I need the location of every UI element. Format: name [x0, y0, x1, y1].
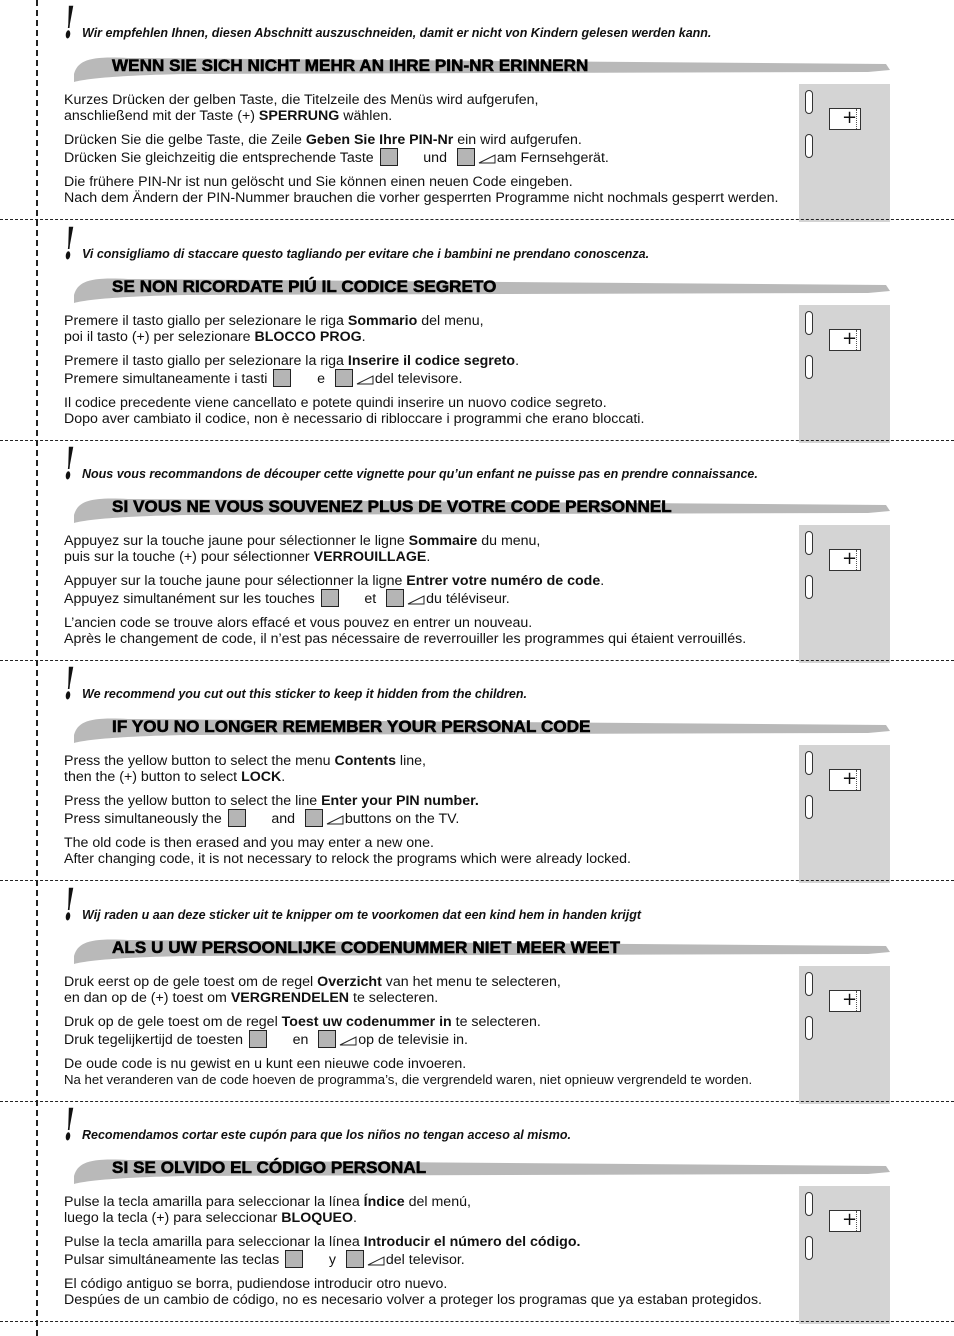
menu-name: Sommaire — [408, 533, 478, 549]
tv-key-icon — [285, 1250, 303, 1268]
menu-option-name: BLOCCO PROG — [254, 329, 362, 345]
step-1-line-a: Kurzes Drücken der gelben Taste, die Titelzeile des Menüs wird aufgerufen, — [64, 92, 539, 108]
pin-reset-section — [0, 0, 954, 220]
warning-text: Vi consigliamo di staccare questo tagliando per evitare che i bambini ne prendano conoscenza. — [82, 247, 650, 261]
text: Drücken Sie die gelbe Taste, die Zeile — [64, 132, 306, 148]
text: en dan op de (+) toest om — [64, 990, 231, 1006]
step-select-menu — [64, 92, 799, 124]
tv-key-icon — [321, 589, 339, 607]
tv-key-icon — [335, 369, 353, 387]
tv-key-icon — [380, 148, 398, 166]
warning-exclamation-icon: ! — [64, 880, 75, 931]
remote-control-side-panel — [799, 1186, 890, 1324]
text: Druk eerst op de gele toest om de regel — [64, 974, 318, 990]
text: du menu, — [477, 533, 541, 549]
menu-name: Contents — [334, 753, 396, 769]
section-title: SI SE OLVIDO EL CÓDIGO PERSONAL — [112, 1158, 427, 1177]
step-1-line-b — [64, 1210, 799, 1226]
menu-option-name: LOCK — [241, 769, 282, 785]
text: Appuyer sur la touche jaune pour sélectionner la ligne — [64, 573, 407, 589]
instructions — [64, 533, 799, 655]
step-2-line-a — [64, 1234, 799, 1250]
plus-symbol: + — [842, 328, 858, 349]
step-2-line-b — [64, 1030, 799, 1048]
volume-minus-icon — [367, 1256, 385, 1266]
step-select-menu — [64, 974, 799, 1006]
warning-exclamation-icon: ! — [64, 0, 75, 49]
text: Appuyez sur la touche jaune pour sélectionner le ligne — [64, 533, 409, 549]
volume-minus-icon — [356, 375, 374, 385]
step-2-line-a — [64, 793, 799, 809]
tv-key-icon — [318, 1030, 336, 1048]
remote-button-icon — [805, 531, 813, 555]
text: op de televisie in. — [358, 1032, 468, 1048]
remote-control-side-panel — [799, 84, 890, 222]
volume-minus-icon — [339, 1036, 357, 1046]
step-1-line-b — [64, 108, 799, 124]
warning-text: Recomendamos cortar este cupón para que los niños no tengan acceso al mismo. — [82, 1128, 572, 1142]
menu-option-name: BLOQUEO — [281, 1210, 354, 1226]
text: Pulse la tecla amarilla para seleccionar la línea — [64, 1234, 364, 1250]
menu-line-name: Introducir el número del código. — [363, 1234, 581, 1250]
text: del menú, — [404, 1194, 471, 1210]
text: Druk op de gele toest om de regel — [64, 1014, 282, 1030]
volume-minus-icon — [478, 154, 496, 164]
section-title: SI VOUS NE VOUS SOUVENEZ PLUS DE VOTRE CODE PERSONNEL — [112, 497, 672, 516]
step-3-line-a: Die frühere PIN-Nr ist nun gelöscht und Sie können einen neuen Code eingeben. — [64, 174, 573, 190]
step-2-line-b — [64, 809, 799, 827]
section-title-banner — [68, 930, 890, 966]
tv-key-icon — [305, 809, 323, 827]
text: Pulsar simultáneamente las teclas — [64, 1252, 280, 1268]
text: del menu, — [417, 313, 484, 329]
warning-text: Nous vous recommandons de découper cette vignette pour qu’un enfant ne puisse pas en prendre connaissance. — [82, 467, 758, 481]
remote-button-icon — [805, 355, 813, 379]
text: Druk tegelijkertijd de toesten — [64, 1032, 244, 1048]
section-title: IF YOU NO LONGER REMEMBER YOUR PERSONAL CODE — [112, 717, 591, 736]
pin-reset-section — [0, 882, 954, 1102]
step-2-line-b — [64, 369, 799, 387]
step-1-line-a — [64, 1194, 799, 1210]
step-3-line-b: Despúes de un cambio de código, no es necesario volver a proteger los programas que ya estaban protegidos. — [64, 1292, 762, 1308]
volume-minus-icon — [326, 815, 344, 825]
section-title: SE NON RICORDATE PIÚ IL CODICE SEGRETO — [112, 277, 497, 296]
step-new-code — [64, 1056, 799, 1088]
plus-symbol: + — [842, 1209, 858, 1230]
section-title-banner — [68, 489, 890, 525]
plus-symbol: + — [842, 107, 858, 128]
step-select-menu — [64, 533, 799, 565]
step-new-code — [64, 835, 799, 867]
remote-control-side-panel — [799, 305, 890, 443]
volume-minus-icon — [407, 595, 425, 605]
step-2-line-a — [64, 1014, 799, 1030]
text: . — [361, 329, 366, 345]
step-select-menu — [64, 313, 799, 345]
step-2-line-a — [64, 132, 799, 148]
step-2-line-a — [64, 573, 799, 589]
menu-option-name: VERGRENDELEN — [230, 990, 350, 1006]
step-enter-code — [64, 1014, 799, 1048]
remote-button-icon — [805, 795, 813, 819]
section-title-banner — [68, 709, 890, 745]
text: then the (+) button to select — [64, 769, 242, 785]
tv-key-icon — [386, 589, 404, 607]
menu-option-name: SPERRUNG — [258, 108, 340, 124]
plus-key-icon — [829, 990, 861, 1012]
menu-line-name: Enter your PIN number. — [321, 793, 479, 809]
plus-symbol: + — [842, 768, 858, 789]
text: en — [292, 1032, 309, 1048]
step-new-code — [64, 1276, 799, 1308]
step-3-line-b: Nach dem Ändern der PIN-Nummer brauchen die vorher gesperrten Programme nicht nochmals gesperrt werden. — [64, 190, 779, 206]
text: te selecteren. — [349, 990, 439, 1006]
warning-exclamation-icon: ! — [64, 659, 75, 710]
text: wählen. — [339, 108, 393, 124]
remote-button-icon — [805, 1016, 813, 1040]
instructions — [64, 753, 799, 875]
pin-reset-section — [0, 221, 954, 441]
step-enter-code — [64, 573, 799, 607]
step-1-line-b — [64, 769, 799, 785]
text: . — [281, 769, 286, 785]
pin-reset-section — [0, 441, 954, 661]
text: Appuyez simultanément sur les touches — [64, 591, 315, 607]
step-select-menu — [64, 1194, 799, 1226]
remote-button-icon — [805, 90, 813, 114]
text: luego la tecla (+) para seleccionar — [64, 1210, 282, 1226]
text: du téléviseur. — [426, 591, 510, 607]
step-3-line-a: The old code is then erased and you may enter a new one. — [64, 835, 434, 851]
instructions — [64, 92, 799, 214]
menu-line-name: Entrer votre numéro de code — [406, 573, 601, 589]
text: puis sur la touche (+) pour sélectionner — [64, 549, 314, 565]
tv-key-icon — [228, 809, 246, 827]
text: del televisore. — [374, 371, 463, 387]
tv-key-icon — [346, 1250, 364, 1268]
instructions — [64, 1194, 799, 1316]
step-new-code — [64, 174, 799, 206]
instructions — [64, 974, 799, 1096]
remote-button-icon — [805, 311, 813, 335]
section-title-banner — [68, 1150, 890, 1186]
text: Pulse la tecla amarilla para seleccionar la línea — [64, 1194, 364, 1210]
step-enter-code — [64, 793, 799, 827]
step-1-line-a — [64, 533, 799, 549]
text: poi il tasto (+) per selezionare — [64, 329, 255, 345]
horizontal-cut-line — [0, 219, 954, 220]
step-enter-code — [64, 353, 799, 387]
step-3-line-a: De oude code is nu gewist en u kunt een nieuwe code invoeren. — [64, 1056, 467, 1072]
plus-key-icon — [829, 1210, 861, 1232]
warning-text: Wir empfehlen Ihnen, diesen Abschnitt auszuschneiden, damit er nicht von Kindern gelesen werden kann. — [82, 26, 712, 40]
text: Premere simultaneamente i tasti — [64, 371, 268, 387]
step-1-line-a — [64, 753, 799, 769]
warning-exclamation-icon: ! — [64, 1100, 75, 1151]
step-1-line-b — [64, 990, 799, 1006]
remote-button-icon — [805, 751, 813, 775]
text: anschließend mit der Taste (+) — [64, 108, 259, 124]
text: and — [271, 811, 295, 827]
menu-line-name: Toest uw codenummer in — [281, 1014, 452, 1030]
remote-button-icon — [805, 972, 813, 996]
text: et — [364, 591, 377, 607]
text: Press the yellow button to select the line — [64, 793, 322, 809]
plus-symbol: + — [842, 548, 858, 569]
text: buttons on the TV. — [344, 811, 460, 827]
text: . — [515, 353, 520, 369]
remote-control-side-panel — [799, 745, 890, 883]
remote-control-side-panel — [799, 966, 890, 1104]
step-2-line-b — [64, 1250, 799, 1268]
text: ein wird aufgerufen. — [453, 132, 582, 148]
step-2-line-b — [64, 148, 799, 166]
horizontal-cut-line — [0, 1321, 954, 1322]
tv-key-icon — [249, 1030, 267, 1048]
remote-button-icon — [805, 1192, 813, 1216]
pin-reset-section — [0, 661, 954, 881]
warning-exclamation-icon: ! — [64, 439, 75, 490]
section-title: ALS U UW PERSOONLIJKE CODENUMMER NIET MEER WEET — [112, 938, 621, 957]
step-new-code — [64, 395, 799, 427]
step-1-line-a — [64, 974, 799, 990]
section-title-banner — [68, 48, 890, 84]
step-3-line-b: Après le changement de code, il n’est pas nécessaire de reverrouiller les programmes qui étaient verrouillés. — [64, 631, 747, 647]
section-title: WENN SIE SICH NICHT MEHR AN IHRE PIN-NR ERINNERN — [112, 56, 589, 75]
menu-name: Índice — [363, 1194, 405, 1210]
tv-key-icon — [457, 148, 475, 166]
text: . — [426, 549, 431, 565]
warning-text: We recommend you cut out this sticker to keep it hidden from the children. — [82, 687, 527, 701]
step-3-line-a: L’ancien code se trouve alors effacé et vous pouvez en entrer un nouveau. — [64, 615, 533, 631]
step-2-line-b — [64, 589, 799, 607]
remote-button-icon — [805, 1236, 813, 1260]
text: van het menu te selecteren, — [381, 974, 561, 990]
instructions — [64, 313, 799, 435]
text: y — [328, 1252, 336, 1268]
plus-key-icon — [829, 769, 861, 791]
plus-key-icon — [829, 108, 861, 130]
plus-key-icon — [829, 329, 861, 351]
text: te selecteren. — [451, 1014, 541, 1030]
text: e — [317, 371, 325, 387]
plus-key-icon — [829, 549, 861, 571]
text: Press simultaneously the — [64, 811, 222, 827]
step-3-line-a: Il codice precedente viene cancellato e potete quindi inserire un nuovo codice segreto. — [64, 395, 607, 411]
pin-reset-section — [0, 1102, 954, 1322]
step-enter-code — [64, 132, 799, 166]
menu-option-name: VERROUILLAGE — [313, 549, 427, 565]
step-1-line-b — [64, 329, 799, 345]
text: . — [353, 1210, 357, 1226]
step-1-line-b — [64, 549, 799, 565]
horizontal-cut-line — [0, 880, 954, 881]
text: . — [600, 573, 605, 589]
text: Press the yellow button to select the menu — [64, 753, 335, 769]
menu-line-name: Geben Sie Ihre PIN-Nr — [305, 132, 454, 148]
step-enter-code — [64, 1234, 799, 1268]
step-3-line-b: Na het veranderen van de code hoeven de programma’s, die vergrendeld waren, niet opnieuw vergrendeld te worden. — [64, 1072, 753, 1087]
text: line, — [395, 753, 426, 769]
step-1-line-a — [64, 313, 799, 329]
plus-symbol: + — [842, 989, 858, 1010]
section-title-banner — [68, 269, 890, 305]
step-3-line-b: After changing code, it is not necessary to relock the programs which were already locked. — [64, 851, 631, 867]
step-2-line-a — [64, 353, 799, 369]
text: del televisor. — [385, 1252, 465, 1268]
text: Premere il tasto giallo per selezionare la riga — [64, 353, 348, 369]
text: Drücken Sie gleichzeitig die entsprechende Taste — [64, 150, 374, 166]
remote-button-icon — [805, 134, 813, 158]
menu-line-name: Inserire il codice segreto — [347, 353, 516, 369]
text: und — [423, 150, 447, 166]
menu-name: Sommario — [347, 313, 418, 329]
step-select-menu — [64, 753, 799, 785]
text: am Fernsehgerät. — [496, 150, 609, 166]
step-3-line-b: Dopo aver cambiato il codice, non è necessario di ribloccare i programmi che erano bloccati. — [64, 411, 645, 427]
step-3-line-a: El código antiguo se borra, pudiendose introducir otro nuevo. — [64, 1276, 448, 1292]
warning-text: Wij raden u aan deze sticker uit te knipper om te voorkomen dat een kind hem in handen krijgt — [82, 908, 642, 922]
remote-button-icon — [805, 575, 813, 599]
remote-control-side-panel — [799, 525, 890, 663]
text: Premere il tasto giallo per selezionare le riga — [64, 313, 348, 329]
menu-name: Overzicht — [317, 974, 382, 990]
step-new-code — [64, 615, 799, 647]
tv-key-icon — [273, 369, 291, 387]
warning-exclamation-icon: ! — [64, 219, 75, 270]
